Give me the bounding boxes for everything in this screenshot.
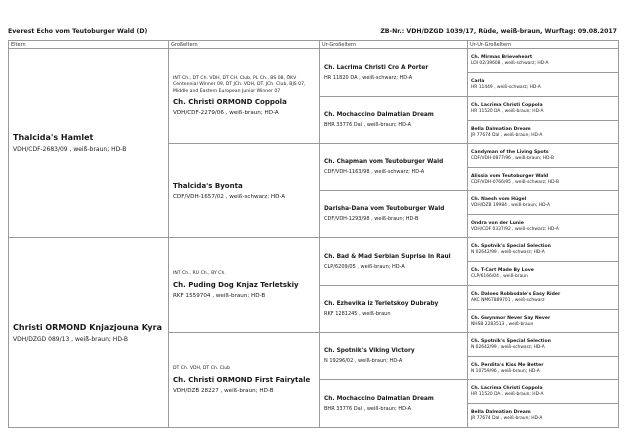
parent-sire [9, 49, 169, 238]
grandparent-3 [169, 238, 320, 333]
grandparent-registration: VDH/DZB 28227 , weiß-braun; HD-B [173, 387, 274, 394]
ggg-parent-14 [468, 357, 618, 380]
great-grandparent-registration: N 19296/02 , weiß-braun; HD-A [324, 358, 403, 364]
ggg-parent-12 [468, 310, 618, 333]
ggg-parent-16 [468, 404, 618, 427]
ggg-parent-name: Ch. Spotnik's Special Selection [471, 339, 551, 344]
great-grandparent-3 [320, 144, 468, 191]
grandparent-2 [169, 144, 320, 238]
grandparent-name: Ch. Christi ORMOND First Fairytale [173, 375, 311, 384]
column-header-parents: Eltern [9, 41, 169, 49]
ggg-parent-5 [468, 144, 618, 168]
ggg-parent-registration: JR 77674 Dal , weiß-braun; HD-A [471, 416, 543, 421]
great-grandparent-name: Ch. Chapman vom Teutoburger Wald [324, 159, 444, 165]
parent-registration: VDH/DZGD 089/13 , weiß-braun; HD-B [13, 335, 129, 343]
great-grandparent-registration: CDF/VDH-1163/98 , weiß-schwarz; HD-A [324, 169, 425, 175]
ggg-parent-registration: JR 77674 Dal , weiß-braun; HD-A [471, 132, 543, 138]
ggg-parent-name: Ondra von der Lunie [471, 220, 524, 226]
great-grandparent-registration: BHR 33776 Dal , weiß-braun; HD-A [324, 122, 412, 128]
ggg-parent-name: Carla [471, 79, 485, 84]
great-grandparent-name: Ch. Mochaccino Dalmatian Dream [324, 395, 434, 402]
ggg-parent-name: Ch. Spotnik's Special Selection [471, 244, 551, 249]
column-header-grandparents: Großeltern [169, 41, 320, 49]
great-grandparent-name: Ch. Ezhevika iz Terletskoy Dubraby [324, 301, 439, 307]
great-grandparent-2 [320, 97, 468, 144]
ggg-parent-11 [468, 286, 618, 310]
ggg-parent-registration: NHSB 2283513 , weiß-braun [471, 321, 534, 327]
great-grandparent-registration: BHR 33776 Dal , weiß-braun; HD-A [324, 405, 412, 412]
ggg-parent-name: Ch. Gwynmor Never Say Never [471, 315, 551, 321]
pedigree-table [8, 40, 619, 428]
grandparent-name: Ch. Christi ORMOND Coppola [173, 97, 287, 106]
ggg-parent-1 [468, 49, 618, 73]
ggg-parent-registration: N 02642/99 , weiß-schwarz; HD-A [471, 345, 545, 350]
ggg-parent-4 [468, 121, 618, 144]
ggg-parent-8 [468, 215, 618, 238]
parent-dam [9, 238, 169, 427]
parent-registration: VDH/CDF-2683/09 , weiß-braun; HD-B [13, 146, 127, 153]
ggg-parent-registration: HR 11520 DA , weiß-braun; HD-A [471, 109, 544, 114]
great-grandparent-5 [320, 238, 468, 286]
grandparent-1 [169, 49, 320, 144]
great-grandparent-name: Darisha-Dana vom Teutoburger Wald [324, 206, 445, 212]
parent-name: Christi ORMOND Knjazjouna Kyra [13, 322, 162, 332]
ggg-parent-registration: VDH/DZB 19984 , weiß-braun; HD-A [471, 203, 550, 208]
ggg-parent-registration: N 10759/96 , weiß-braun; HD-A [471, 368, 540, 374]
great-grandparent-name: Ch. Lacrima Christi Cro A Porter [324, 64, 429, 71]
great-grandparent-name: Ch. Spotnik's Viking Victory [324, 348, 415, 354]
ggg-parent-9 [468, 238, 618, 262]
ggg-parent-10 [468, 262, 618, 286]
ggg-parent-name: Bella Dalmatian Dream [471, 410, 531, 415]
document-header [8, 28, 617, 38]
ggg-parent-registration: CDF/VDH-0877/96 , weiß-braun; HD-B [471, 156, 554, 161]
great-grandparent-registration: CLP/6209/05 , weiß-braun; HD-A [324, 263, 405, 270]
great-grandparent-4 [320, 191, 468, 238]
column-header-great-great-grandparents: Ur-Ur-Großeltern [468, 41, 618, 49]
great-grandparent-registration: HR 11820 DA , weiß-schwarz; HD-A [324, 74, 413, 81]
ggg-parent-registration: VDH/CDF 0337/92 , weiß-schwarz; HD-A [471, 226, 559, 232]
ggg-parent-name: Ch. Perdita's Kiss Me Better [471, 362, 544, 368]
grandparent-4 [169, 333, 320, 427]
grandparent-registration: VDH/CDF-2279/06 , weiß-braun; HD-A [173, 109, 279, 116]
ggg-parent-registration: HR 11520 DA , weiß-braun; HD-A [471, 392, 544, 397]
grandparent-registration: CDF/VDH-1657/02 , weiß-schwarz; HD-A [173, 193, 286, 200]
great-grandparent-1 [320, 49, 468, 97]
grandparent-name: Ch. Puding Dog Knjaz Terletskiy [173, 280, 299, 289]
ggg-parent-6 [468, 168, 618, 191]
great-grandparent-name: Ch. Mochaccino Dalmatian Dream [324, 112, 434, 118]
ggg-parent-name: Ch. Mirmas Brieveheart [471, 55, 533, 60]
ggg-parent-3 [468, 97, 618, 121]
ggg-parent-name: Alissia vom Teutoburger Wald [471, 173, 549, 179]
column-header-great-grandparents: Ur-Großeltern [320, 41, 468, 49]
ggg-parent-registration: CDF/VDH-0766/95 , weiß-schwarz; HD-B [471, 179, 559, 185]
great-grandparent-registration: CDF/VDH-1293/98 , weiß-braun; HD-B [324, 216, 419, 222]
parent-name: Thalcida's Hamlet [13, 133, 94, 142]
ggg-parent-name: Ch. Lacrima Christi Coppola [471, 386, 543, 391]
great-grandparent-7 [320, 333, 468, 380]
ggg-parent-registration: CLP/6166/04 , weiß-braun [471, 274, 528, 279]
ggg-parent-registration: AKC NM67889701 , weiß-schwarz [471, 298, 545, 303]
grandparent-titles: DT Ch. VDH, DT Ch. Club [173, 366, 231, 372]
great-grandparent-name: Ch. Bad & Mad Serbian Suprise In Raul [324, 253, 451, 260]
ggg-parent-13 [468, 333, 618, 357]
ggg-parent-name: Ch. T-Cart Made By Love [471, 268, 534, 273]
ggg-parent-name: Bella Dalmatian Dream [471, 126, 531, 132]
grandparent-registration: RKF 1559704 , weiß-braun; HD-B [173, 292, 266, 299]
ggg-parent-registration: HR 11449 , weiß-schwarz; HD-A [471, 85, 541, 90]
dog-title: Everest Echo vom Teutoburger Wald (D) [8, 28, 148, 35]
grandparent-titles: INT Ch., RU Ch., BY Ch. [173, 271, 226, 277]
great-grandparent-8 [320, 380, 468, 427]
ggg-parent-7 [468, 191, 618, 215]
great-grandparent-6 [320, 286, 468, 333]
ggg-parent-registration: LOI 02/39608 , weiß-schwarz; HD-A [471, 61, 549, 66]
ggg-parent-name: Ch. Daloes Robbsdale's Easy Rider [471, 292, 561, 297]
grandparent-name: Thalcida's Byonta [173, 181, 243, 190]
ggg-parent-name: Ch. Naesh vom Hügel [471, 197, 527, 202]
ggg-parent-name: Ch. Lacrima Christi Coppola [471, 103, 543, 108]
ggg-parent-name: Candyman of the Living Spots [471, 150, 549, 155]
ggg-parent-2 [468, 73, 618, 97]
ggg-parent-registration: N 02642/99 , weiß-schwarz; HD-A [471, 250, 545, 255]
registration-info: ZB-Nr.: VDH/DZGD 1039/17, Rüde, weiß-braun, Wurftag: 09.08.2017 [380, 28, 617, 35]
grandparent-titles: INT Ch., DT Ch. VDH, DT CH. Club, PL Ch., BS 08, ÖKV Centennial Winner 09, DT JCh. VDH, DT. JCh. Club, BJS 07, Middle and Eastern European Junior Winner 07 [173, 76, 306, 94]
great-grandparent-registration: RKF 1281245 , weiß-braun [324, 311, 391, 317]
ggg-parent-15 [468, 380, 618, 404]
